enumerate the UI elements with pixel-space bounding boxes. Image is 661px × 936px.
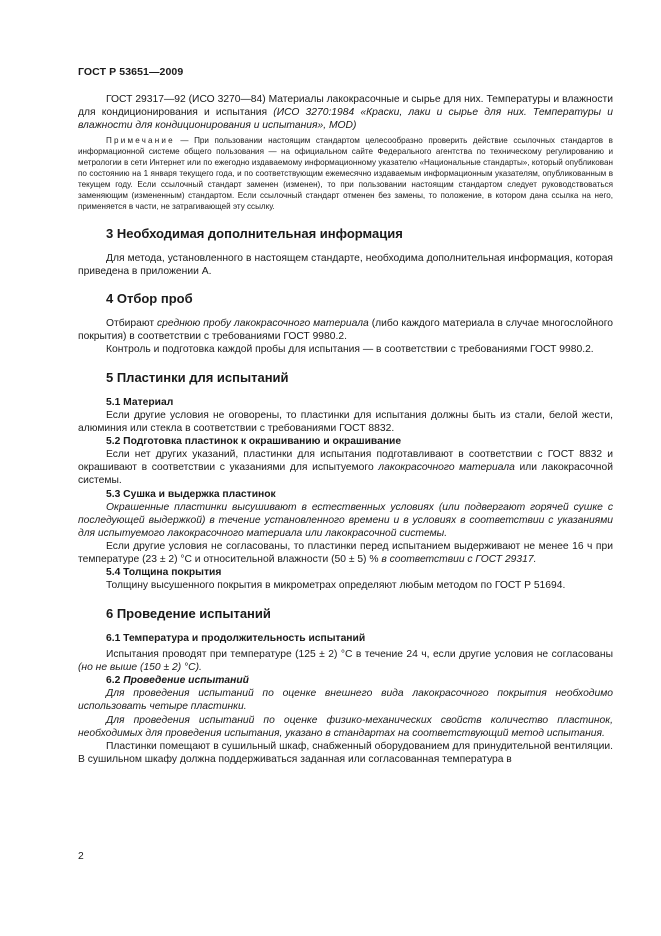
section-6-2-paragraph-1 — [78, 687, 613, 713]
normative-reference — [78, 93, 613, 132]
section-6-1-title: 6.1 Температура и продолжительность испытаний — [106, 633, 366, 645]
text-run: (либо каждого материала в случае многослойного покрытия) в соответствии с требованиями ГОСТ 9980.2. — [78, 317, 613, 342]
text-run: Отбирают — [106, 317, 157, 329]
text-run: Если нет других указаний, пластинки для испытания подготавливают в соответствии с ГОСТ 8832 и окрашивают в соответствии с указаниями для испытуемого — [78, 449, 613, 474]
section-5-1-paragraph: Если другие условия не оговорены, то пластинки для испытания должны быть из стали, белой жести, алюминия или стекла в соответствии с требованиями ГОСТ 8832. — [78, 410, 613, 435]
page-number: 2 — [78, 851, 84, 862]
section-4-title: 4 Отбор проб — [106, 290, 193, 306]
text-run-italic: (но не выше (150 ± 2) °С). — [78, 662, 202, 674]
section-3-paragraph: Для метода, установленного в настоящем стандарте, необходима дополнительная информация, которая приведена в приложении А. — [78, 252, 613, 277]
section-5-2-title: 5.2 Подготовка пластинок к окрашиванию и окрашивание — [106, 436, 402, 448]
note-text: — При пользовании настоящим стандартом целесообразно проверить действие ссылочных стандартов в информационной системе общего пользования — на официальном сайте Федерального агентства по техническому регулированию и метрологии в сети Интернет или по ежегодно издаваемому информационному указателю «Национальные стандарты», который опубликован по состоянию на 1 января текущего года, и по соответствующим ежемесячно издаваемым информационным указателям, опубликованным в текущем году. Если ссылочный стандарт заменен (изменен), то при пользовании настоящим стандартом следует руководствоваться заменяющим (измененным) стандартом. Если ссылочный стандарт отменен без замены, то положение, в котором дана ссылка на него, применяется в части, не затрагивающей эту ссылку. — [78, 136, 613, 211]
section-5-title: 5 Пластинки для испытаний — [106, 370, 289, 386]
section-5-1-title: 5.1 Материал — [106, 397, 174, 409]
section-5-3-paragraph-1 — [78, 501, 613, 540]
text-run: Если другие условия не согласованы, то пластинки перед испытанием выдерживают не менее 16 ч при температуре (23 ± 2) °С и относительной влажности (50 ± 5) % — [78, 540, 613, 565]
text-run-italic: в соответствии с ГОСТ 29317. — [381, 553, 537, 565]
note-block — [78, 136, 613, 212]
section-4-paragraph-2: Контроль и подготовка каждой пробы для испытания — в соответствии с требованиями ГОСТ 9980.2. — [106, 344, 594, 355]
section-3-title: 3 Необходимая дополнительная информация — [106, 225, 403, 241]
reference-text: ГОСТ 29317—92 (ИСО 3270—84) Материалы лакокрасочные и сырье для них. Температуры и влажности для кондиционирования и испытания — [78, 94, 613, 119]
section-6-title: 6 Проведение испытаний — [106, 606, 271, 622]
section-5-2-paragraph — [78, 448, 613, 487]
reference-iso-text: (ИСО 3270:1984 «Краски, лаки и сырье для них. Температуры и влажности для кондиционирования и испытания», MOD) — [78, 107, 613, 132]
section-6-2-paragraph-2 — [78, 714, 613, 740]
section-4-paragraph-1 — [78, 317, 613, 343]
text-run: Испытания проводят при температуре (125 ± 2) °С в течение 24 ч, если другие условия не согласованы — [106, 649, 613, 661]
section-6-2-title: 6.2 Проведение испытаний — [106, 675, 249, 687]
document-body — [78, 93, 613, 766]
text-run-italic: Окрашенные пластинки высушивают в естественных условиях (или подвергают горячей сушке с последующей выдержкой) в течение установленного времени и в условиях в соответствии с указаниями для испытуемого лакокрасочного материала или лакокрасочной системы. — [78, 501, 613, 539]
document-header: ГОСТ Р 53651—2009 — [78, 66, 184, 78]
section-5-3-paragraph-2 — [78, 540, 613, 566]
section-5-4-title: 5.4 Толщина покрытия — [106, 567, 222, 579]
section-5-4-paragraph: Толщину высушенного покрытия в микрометрах определяют любым методом по ГОСТ Р 51694. — [106, 580, 566, 592]
text-run-italic: лакокрасочного материала — [378, 462, 515, 474]
note-label: Примечание — [106, 136, 175, 146]
text-run-italic: Для проведения испытаний по оценке физико-механических свойств количество пластинок, необходимых для проведения испытания, указано в стандартах на соответствующий метод испытания. — [78, 714, 613, 739]
section-6-2-paragraph-3: Пластинки помещают в сушильный шкаф, снабженный оборудованием для принудительной вентиляции. В сушильном шкафу должна поддерживаться заданная или согласованная температура в — [78, 740, 613, 765]
section-6-1-paragraph — [78, 648, 613, 674]
text-run-italic: среднюю пробу лакокрасочного материала — [156, 317, 369, 329]
text-run: или лакокрасочной системы. — [78, 462, 613, 487]
text-run-italic: Для проведения испытаний по оценке внешнего вида лакокрасочного покрытия необходимо использовать четыре пластинки. — [78, 688, 613, 713]
section-5-3-title: 5.3 Сушка и выдержка пластинок — [106, 488, 276, 500]
